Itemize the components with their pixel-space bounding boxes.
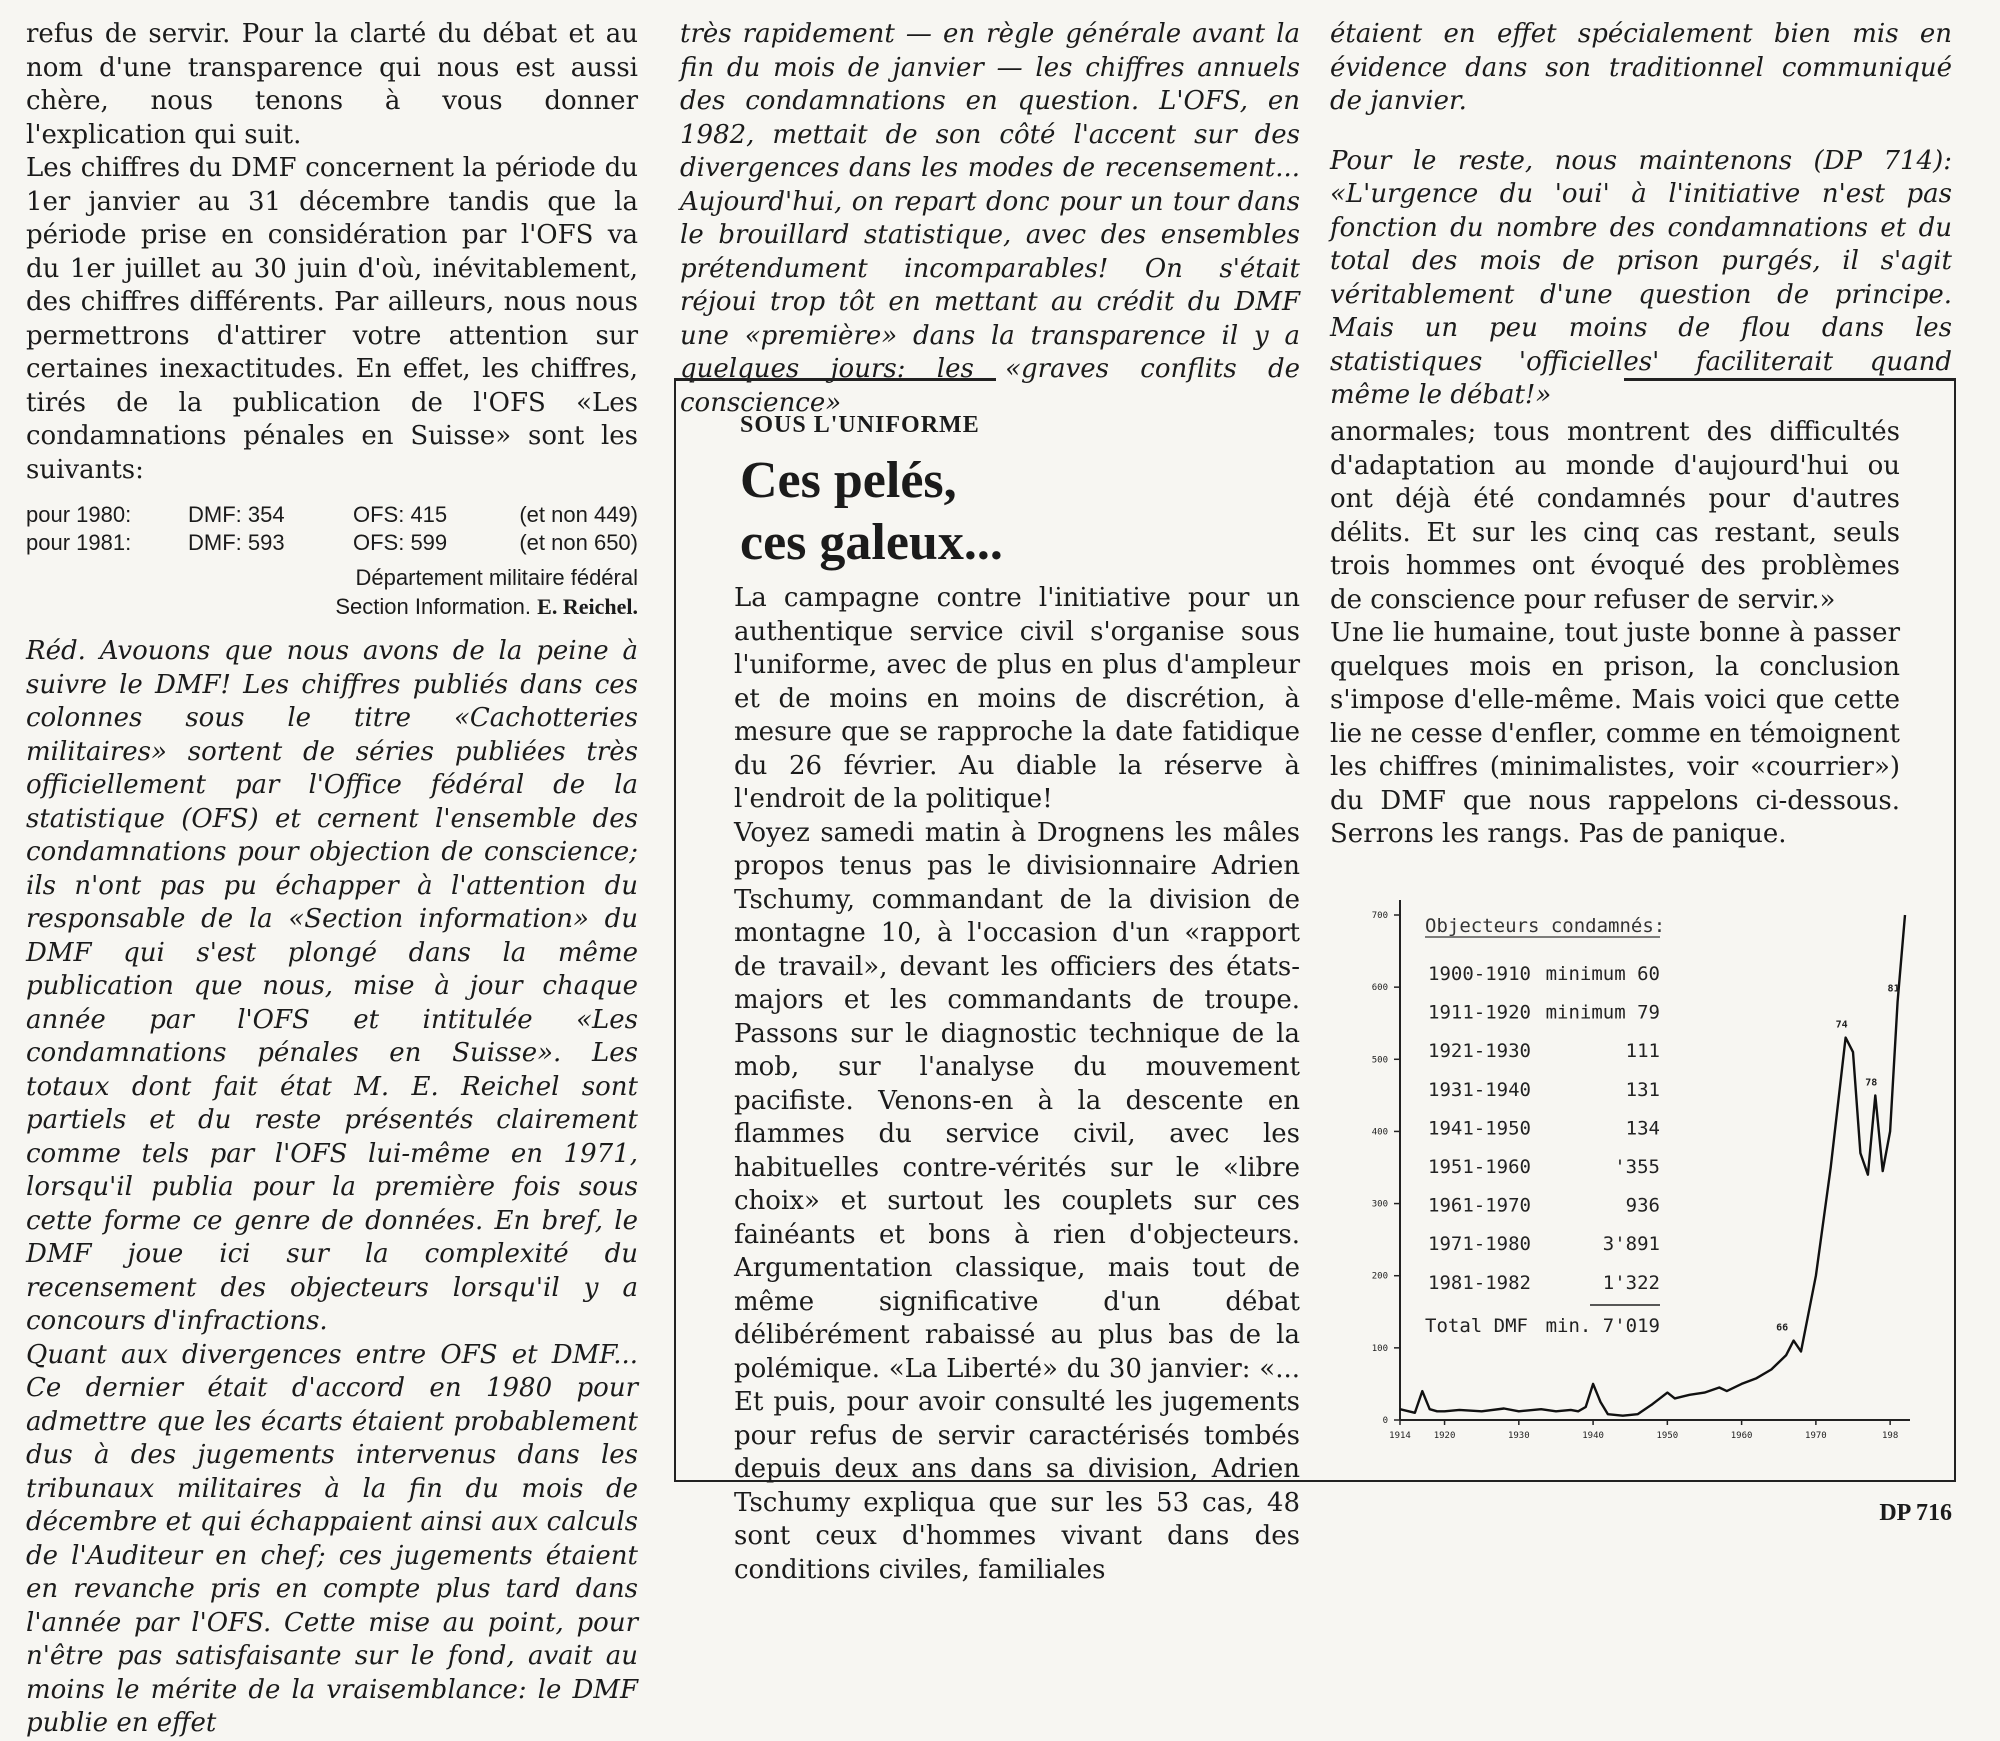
col1-paragraph-1: refus de servir. Pour la clarté du débat et au nom d'une transparence qui nous est aussi chère, nous tenons à vous donner l'explication qui suit.: [26, 19, 638, 150]
total-label: Total DMF: [1425, 1315, 1528, 1337]
x-tick-label: 1920: [1433, 1431, 1456, 1441]
column-3: [1330, 18, 1952, 413]
editor-reply-1: Réd. Avouons que nous avons de la peine à suivre le DMF! Les chiffres publiés dans ces colonnes sous le titre «Cachotteries militaires» sortent de séries publiées très officiellement par l'Office fédéral de la statistique (OFS) et cernent l'ensemble des condamnations pour objection de conscience; ils n'ont pas pu échapper à l'attention du responsable de la «Section information» du DMF qui s'est plongé dans la même publication que nous, mise à jour chaque année par l'OFS et intitulée «Les condamnations pénales en Suisse». Les totaux dont fait état M. E. Reichel sont partiels et du reste présentés clairement comme tels par l'OFS lui-même en 1971, lorsqu'il publia pour la première fois sous cette forme ce genre de données. En bref, le DMF joue ici sur la complexité du recensement des objecteurs lorsqu'il y a concours d'infractions.: [26, 636, 638, 1336]
col1-paragraph-2: Les chiffres du DMF concernent la période du 1er janvier au 31 décembre tandis que la période prise en considération par l'OFS va du 1er juillet au 30 juin d'où, inévitablement, des chiffres différents. Par ailleurs, nous nous permettrons d'attirer votre attention sur certaines inexactitudes. En effet, les chiffres, tirés de la publication de l'OFS «Les condamnations pénales en Suisse» sont les suivants:: [26, 153, 638, 485]
y-tick-label: 600: [1371, 983, 1388, 994]
article-paragraph-3: anormales; tous montrent des difficultés d'adaptation au monde d'aujourd'hui ou ont déjà été condamnés pour d'autres délits. Et sur les cinq cas restant, seuls trois hommes ont évoqué des problèmes de conscience pour refuser de servir.»: [1330, 417, 1900, 615]
table-value: 134: [1625, 1117, 1660, 1140]
annotation-label: 74: [1835, 1019, 1848, 1031]
article-paragraph-2: Voyez samedi matin à Drognens les mâles propos tenus pas le divisionnaire Adrien Tschumy, commandant de la division de montagne 10, à l'occasion d'un «rapport de travail», devant les officiers des états-majors et les commandants de troupe. Passons sur le diagnostic technique de la mob, sur l'analyse du mouvement pacifiste. Venons-en à la descente en flammes du service civil, avec les habituelles contre-vérités sur le «libre choix» et surtout les couplets sur ces fainéants et bons à rien d'objecteurs. Argumentation classique, mais tout de même significative d'un débat délibérément rabaissé au plus bas de la polémique. «La Liberté» du 30 janvier: «... Et puis, pour avoir consulté les jugements pour refus de servir caractérisés tombés depuis deux ans dans sa division, Adrien Tschumy expliqua que sur les 53 cas, 48 sont ceux d'hommes vivant dans des conditions civiles, familiales: [734, 817, 1300, 1585]
stats-year: pour 1980:: [26, 502, 132, 527]
editor-reply-2: Quant aux divergences entre OFS et DMF... Ce dernier était d'accord en 1980 pour admettre que les écarts étaient probablement dus à des jugements intervenus dans les tribunaux militaires à la fin du mois de décembre et qui échappaient ainsi aux calculs de l'Auditeur en chef; ces jugements étaient en revanche pris en compte plus tard dans l'année par l'OFS. Cette mise au point, pour n'être pas satisfaisante sur le fond, avait au moins le mérite de la vraisemblance: le DMF publie en effet: [26, 1339, 638, 1738]
stats-row: [26, 501, 638, 529]
article-kicker: SOUS L'UNIFORME: [740, 412, 980, 438]
y-tick-label: 400: [1371, 1127, 1388, 1138]
signature-name: E. Reichel.: [537, 594, 638, 619]
table-value: 1'322: [1602, 1271, 1660, 1294]
table-period: 1951-1960: [1428, 1156, 1531, 1178]
table-value: minimum 60: [1545, 963, 1660, 985]
col2-paragraph-1: très rapidement — en règle générale avant la fin du mois de janvier — les chiffres annuels des condamnations en question. L'OFS, en 1982, mettait de son côté l'accent sur des divergences dans les modes de recensement... Aujourd'hui, on repart donc pour un tour dans le brouillard statistique, avec des ensembles prétendument incomparables! On s'était réjoui trop tôt en mettant au crédit du DMF une «première» dans la transparence il y a quelques jours: les «graves conflits de conscience»: [680, 19, 1300, 418]
table-value: 131: [1625, 1078, 1660, 1101]
x-tick-label: 1970: [1805, 1431, 1827, 1441]
table-value: minimum 79: [1545, 1001, 1660, 1024]
signature-section: Section Information.: [335, 594, 532, 619]
table-period: 1900-1910: [1428, 963, 1531, 985]
table-period: 1981-1982: [1428, 1271, 1531, 1294]
stats-ofs: OFS: 599: [353, 530, 448, 555]
article-column-right: [1330, 416, 1900, 852]
article-headline: [740, 450, 1260, 574]
table-value: 111: [1625, 1040, 1660, 1063]
signature: [26, 563, 638, 621]
objectors-chart-svg: [1330, 880, 1930, 1460]
article-column-left: [734, 582, 1300, 1587]
article-paragraph-1: La campagne contre l'initiative pour un authentique service civil s'organise sous l'uniforme, avec de plus en plus d'ampleur et de moins en moins de discrétion, à mesure que se rapproche la date fatidique du 26 février. Au diable la réserve à l'endroit de la politique!: [734, 583, 1300, 814]
signature-line-2: [26, 592, 638, 621]
table-period: 1941-1950: [1428, 1117, 1531, 1140]
article-box-top-rule-left: [674, 378, 996, 381]
annotation-label: 78: [1865, 1077, 1878, 1089]
x-tick-label: 1950: [1656, 1431, 1679, 1441]
chart-title: Objecteurs condamnés:: [1425, 915, 1666, 937]
total-value: min. 7'019: [1545, 1315, 1660, 1337]
table-period: 1931-1940: [1428, 1078, 1531, 1101]
x-tick-label: 1960: [1730, 1431, 1753, 1441]
table-period: 1961-1970: [1428, 1194, 1531, 1217]
article-box-top-rule-right: [1624, 378, 1954, 381]
table-value: 3'891: [1602, 1233, 1660, 1256]
page-number: DP 716: [1879, 1500, 1952, 1526]
stats-note: (et non 449): [519, 502, 638, 527]
x-tick-label: 1940: [1582, 1431, 1604, 1441]
table-period: 1921-1930: [1428, 1040, 1531, 1063]
paragraph-gap: [1330, 119, 1952, 145]
column-2: [680, 18, 1300, 420]
table-period: 1971-1980: [1428, 1233, 1531, 1256]
stats-dmf: DMF: 593: [188, 530, 285, 555]
table-period: 1911-1920: [1428, 1001, 1531, 1024]
article-paragraph-4: Une lie humaine, tout juste bonne à passer quelques mois en prison, la conclusion s'impose d'elle-même. Mais voici que cette lie ne cesse d'enfler, comme en témoignent les chiffres (minimalistes, voir «courrier») du DMF que nous rappelons ci-dessous. Serrons les rangs. Pas de panique.: [1330, 618, 1900, 849]
y-tick-label: 200: [1371, 1271, 1388, 1282]
col3-paragraph-2: Pour le reste, nous maintenons (DP 714): «L'urgence du 'oui' à l'initiative n'est pas fonction du nombre des condamnations et du total des mois de prison purgés, il s'agit véritablement d'une question de principe. Mais un peu moins de flou dans les statistiques 'officielles' faciliterait quand même le débat!»: [1330, 145, 1952, 410]
headline-line-1: Ces pelés,: [740, 452, 957, 509]
signature-line-1: Département militaire fédéral: [355, 565, 638, 590]
y-tick-label: 100: [1371, 1343, 1388, 1354]
y-tick-label: 0: [1382, 1416, 1388, 1426]
table-value: 936: [1625, 1194, 1660, 1217]
y-tick-label: 500: [1371, 1055, 1388, 1066]
annotation-label: 81: [1887, 983, 1900, 995]
y-tick-label: 700: [1371, 911, 1388, 921]
x-tick-label: 198: [1882, 1431, 1899, 1441]
stats-note: (et non 650): [519, 530, 638, 555]
objectors-chart: [1330, 880, 1930, 1460]
y-tick-label: 300: [1371, 1199, 1388, 1210]
stats-ofs: OFS: 415: [353, 502, 448, 527]
headline-line-2: ces galeux...: [740, 514, 1003, 571]
stats-table: [26, 501, 638, 557]
stats-year: pour 1981:: [26, 530, 132, 555]
col3-paragraph-1: étaient en effet spécialement bien mis en évidence dans son traditionnel communiqué de janvier.: [1330, 19, 1952, 116]
x-tick-label: 1914: [1389, 1431, 1411, 1441]
stats-row: [26, 529, 638, 557]
table-value: '355: [1614, 1156, 1660, 1178]
x-tick-label: 1930: [1507, 1431, 1530, 1441]
stats-dmf: DMF: 354: [188, 502, 285, 527]
column-1: [26, 18, 638, 1741]
annotation-label: 66: [1776, 1322, 1789, 1334]
